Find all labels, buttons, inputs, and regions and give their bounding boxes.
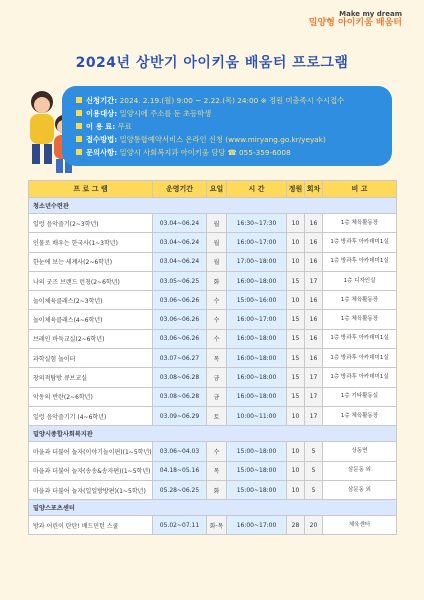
cell-program-name: 놀이체육클래스(4~6학년) bbox=[29, 310, 153, 329]
cell-weekday: 목 bbox=[207, 461, 227, 480]
cell-period: 03.06~06.26 bbox=[153, 329, 207, 348]
cell-note: 삼문동 외 bbox=[323, 480, 397, 499]
table-row bbox=[29, 442, 397, 461]
logo-name: 밀양형 아이키움 배움터 bbox=[308, 18, 402, 29]
cell-time: 16:00~17:00 bbox=[227, 233, 287, 252]
cell-period: 03.04~06.24 bbox=[153, 214, 207, 233]
table-row bbox=[29, 271, 397, 290]
cell-sessions: 20 bbox=[305, 516, 323, 535]
column-header: 운영기간 bbox=[153, 181, 207, 198]
cell-time: 10:00~11:00 bbox=[227, 406, 287, 425]
table-row bbox=[29, 291, 397, 310]
cell-period: 05.28~06.25 bbox=[153, 480, 207, 499]
table-row bbox=[29, 516, 397, 535]
cell-period: 04.18~05.16 bbox=[153, 461, 207, 480]
cell-capacity: 15 bbox=[287, 368, 305, 387]
cell-note: 삼문동 외 bbox=[323, 461, 397, 480]
cell-period: 03.06~06.26 bbox=[153, 310, 207, 329]
bullet-square-icon bbox=[76, 97, 82, 103]
cell-weekday: 월 bbox=[207, 214, 227, 233]
cell-program-name: 한눈에 보는 세계사(2~6학년) bbox=[29, 252, 153, 271]
page-title-year: 2024년 상반기 bbox=[75, 55, 184, 71]
cell-period: 03.06~06.26 bbox=[153, 291, 207, 310]
cell-sessions: 17 bbox=[305, 406, 323, 425]
section-row bbox=[29, 426, 397, 442]
info-key: 이 용 료: bbox=[86, 122, 118, 131]
cell-sessions: 17 bbox=[305, 271, 323, 290]
cell-capacity: 10 bbox=[287, 461, 305, 480]
table-row bbox=[29, 387, 397, 406]
cell-period: 03.06~04.03 bbox=[153, 442, 207, 461]
cell-capacity: 10 bbox=[287, 233, 305, 252]
cell-program-name: 나의 굿즈 브랜드 런칭(2~6학년) bbox=[29, 271, 153, 290]
info-key: 접수방법: bbox=[86, 135, 120, 144]
table-row bbox=[29, 406, 397, 425]
info-item bbox=[76, 146, 392, 159]
cell-program-name: 과학실험 놀이터 bbox=[29, 349, 153, 368]
cell-capacity: 15 bbox=[287, 387, 305, 406]
cell-weekday: 금 bbox=[207, 368, 227, 387]
cell-note: 1층 체육활동장 bbox=[323, 214, 397, 233]
cell-capacity: 10 bbox=[287, 442, 305, 461]
cell-note: 1층 체육활동장 bbox=[323, 291, 397, 310]
info-box bbox=[62, 86, 392, 166]
cell-sessions: 16 bbox=[305, 310, 323, 329]
cell-sessions: 17 bbox=[305, 368, 323, 387]
cell-time: 16:00~18:00 bbox=[227, 329, 287, 348]
info-value: 밀양통합예약서비스 온라인 신청 (www.miryang.go.kr/yeyak) bbox=[119, 135, 326, 144]
column-header: 회차 bbox=[305, 181, 323, 198]
cell-weekday: 금 bbox=[207, 387, 227, 406]
page-title bbox=[0, 52, 424, 72]
section-title: 밀양시종합사회복지관 bbox=[29, 426, 397, 442]
cell-sessions: 16 bbox=[305, 329, 323, 348]
info-key: 신청기간: bbox=[86, 96, 120, 105]
column-header: 정원 bbox=[287, 181, 305, 198]
cell-capacity: 15 bbox=[287, 310, 305, 329]
info-key: 문의사항: bbox=[86, 148, 120, 157]
info-key: 이용대상: bbox=[86, 109, 120, 118]
section-title: 청소년수련관 bbox=[29, 198, 397, 214]
section-row bbox=[29, 198, 397, 214]
cell-sessions: 16 bbox=[305, 252, 323, 271]
cell-weekday: 수 bbox=[207, 442, 227, 461]
cell-period: 03.08~06.28 bbox=[153, 387, 207, 406]
cell-note: 상동면 bbox=[323, 442, 397, 461]
cell-sessions: 16 bbox=[305, 291, 323, 310]
cell-sessions: 5 bbox=[305, 480, 323, 499]
cell-sessions: 17 bbox=[305, 387, 323, 406]
cell-period: 03.04~06.24 bbox=[153, 233, 207, 252]
cell-period: 03.09~06.29 bbox=[153, 406, 207, 425]
cell-period: 03.07~06.27 bbox=[153, 349, 207, 368]
cell-capacity: 15 bbox=[287, 329, 305, 348]
cell-note: 1층 방과후 아카데미1실 bbox=[323, 233, 397, 252]
cell-time: 15:00~16:00 bbox=[227, 291, 287, 310]
cell-note: 1층 체육활동장 bbox=[323, 310, 397, 329]
bullet-square-icon bbox=[76, 149, 82, 155]
cell-program-name: 놀이체육클래스(2~3학년) bbox=[29, 291, 153, 310]
cell-program-name: 방과 어린이 탄탄! 배드민턴 스쿨 bbox=[29, 516, 153, 535]
info-value: 2024. 2.19.(월) 9:00 ~ 2.22.(목) 24:00 ※ 정원 미충족시 수시접수 bbox=[119, 96, 345, 105]
cell-time: 16:00~18:00 bbox=[227, 349, 287, 368]
cell-sessions: 16 bbox=[305, 233, 323, 252]
cell-capacity: 10 bbox=[287, 406, 305, 425]
column-header: 프 로 그 램 bbox=[29, 181, 153, 198]
cell-weekday: 토 bbox=[207, 406, 227, 425]
cell-weekday: 화 bbox=[207, 480, 227, 499]
cell-note: 1층 체육활동장 bbox=[323, 406, 397, 425]
cell-program-name: 마을과 더불어 놀자(이야기놀이편)(1~5학년) bbox=[29, 442, 153, 461]
cell-program-name: 일렁 음악즐기기 (4~6학년) bbox=[29, 406, 153, 425]
cell-program-name: 마을과 더불어 놀자(송송&송자편)(1~5학년) bbox=[29, 461, 153, 480]
info-value: 밀양시에 주소를 둔 초등학생 bbox=[119, 109, 212, 118]
cell-weekday: 화·목 bbox=[207, 516, 227, 535]
cell-weekday: 월 bbox=[207, 252, 227, 271]
cell-note: 체육센터 bbox=[323, 516, 397, 535]
table-header-row bbox=[29, 181, 397, 198]
cell-weekday: 화 bbox=[207, 271, 227, 290]
cell-period: 03.04~06.24 bbox=[153, 252, 207, 271]
info-item bbox=[76, 120, 392, 133]
cell-time: 16:30~17:30 bbox=[227, 214, 287, 233]
cell-time: 15:00~18:00 bbox=[227, 442, 287, 461]
table-row bbox=[29, 252, 397, 271]
column-header: 시 간 bbox=[227, 181, 287, 198]
page-title-main: 아이키움 배움터 프로그램 bbox=[183, 55, 349, 71]
table-row bbox=[29, 461, 397, 480]
cell-capacity: 15 bbox=[287, 349, 305, 368]
cell-time: 17:00~18:00 bbox=[227, 252, 287, 271]
table-row bbox=[29, 368, 397, 387]
column-header: 비 고 bbox=[323, 181, 397, 198]
table-row bbox=[29, 233, 397, 252]
bullet-square-icon bbox=[76, 136, 82, 142]
cell-note: 1층 방과후 아카데미1실 bbox=[323, 349, 397, 368]
cell-time: 16:00~18:00 bbox=[227, 368, 287, 387]
program-table bbox=[28, 180, 397, 535]
column-header: 요일 bbox=[207, 181, 227, 198]
cell-weekday: 월 bbox=[207, 233, 227, 252]
cell-period: 03.08~06.28 bbox=[153, 368, 207, 387]
cell-program-name: 일렁 음악즐기(2~3학년) bbox=[29, 214, 153, 233]
cell-time: 16:00~18:00 bbox=[227, 271, 287, 290]
section-title: 밀양스포츠센터 bbox=[29, 500, 397, 516]
info-value: 밀양시 사회복지과 아이키움 담당 ☎ 055-359-6008 bbox=[119, 148, 291, 157]
cell-capacity: 28 bbox=[287, 516, 305, 535]
cell-capacity: 10 bbox=[287, 252, 305, 271]
cell-capacity: 15 bbox=[287, 271, 305, 290]
cell-program-name: 창의적탐방 큐브교실 bbox=[29, 368, 153, 387]
cell-note: 1층 디자인실 bbox=[323, 271, 397, 290]
cell-time: 15:00~18:00 bbox=[227, 461, 287, 480]
section-row bbox=[29, 500, 397, 516]
bullet-square-icon bbox=[76, 110, 82, 116]
cell-period: 05.02~07.11 bbox=[153, 516, 207, 535]
cell-weekday: 수 bbox=[207, 329, 227, 348]
info-item bbox=[76, 94, 392, 107]
cell-sessions: 5 bbox=[305, 461, 323, 480]
cell-program-name: 인물로 배우는 한국사(1~3학년) bbox=[29, 233, 153, 252]
logo bbox=[309, 10, 402, 28]
table-row bbox=[29, 480, 397, 499]
cell-period: 03.05~06.25 bbox=[153, 271, 207, 290]
bullet-square-icon bbox=[76, 123, 82, 129]
cell-weekday: 수 bbox=[207, 291, 227, 310]
cell-time: 16:00~18:00 bbox=[227, 387, 287, 406]
cell-sessions: 16 bbox=[305, 214, 323, 233]
cell-capacity: 10 bbox=[287, 214, 305, 233]
info-list bbox=[62, 86, 392, 159]
cell-program-name: 마을과 더불어 놀자(일일방방편)(1~5학년) bbox=[29, 480, 153, 499]
logo-tagline: Make my dream bbox=[339, 10, 402, 18]
table-row bbox=[29, 349, 397, 368]
cell-weekday: 목 bbox=[207, 349, 227, 368]
cell-note: 1층 기타활동실 bbox=[323, 387, 397, 406]
cell-note: 1층 방과후 아카데미1실 bbox=[323, 252, 397, 271]
info-value: 무료 bbox=[117, 122, 132, 131]
cell-capacity: 10 bbox=[287, 480, 305, 499]
cell-note: 1층 방과후 아카데미1실 bbox=[323, 329, 397, 348]
cell-sessions: 5 bbox=[305, 442, 323, 461]
cell-time: 16:00~17:00 bbox=[227, 310, 287, 329]
cell-capacity: 10 bbox=[287, 291, 305, 310]
cell-note: 1층 방과후 아카데미1실 bbox=[323, 368, 397, 387]
cell-program-name: 악동의 반란(2~6학년) bbox=[29, 387, 153, 406]
cell-time: 16:00~17:00 bbox=[227, 516, 287, 535]
cell-time: 15:00~18:00 bbox=[227, 480, 287, 499]
table-row bbox=[29, 214, 397, 233]
table-body bbox=[29, 198, 397, 535]
info-item bbox=[76, 133, 392, 146]
cell-weekday: 수 bbox=[207, 310, 227, 329]
cell-sessions: 16 bbox=[305, 349, 323, 368]
table-row bbox=[29, 310, 397, 329]
info-item bbox=[76, 107, 392, 120]
table-row bbox=[29, 329, 397, 348]
cell-program-name: 브레인 바둑교실(2~6학년) bbox=[29, 329, 153, 348]
